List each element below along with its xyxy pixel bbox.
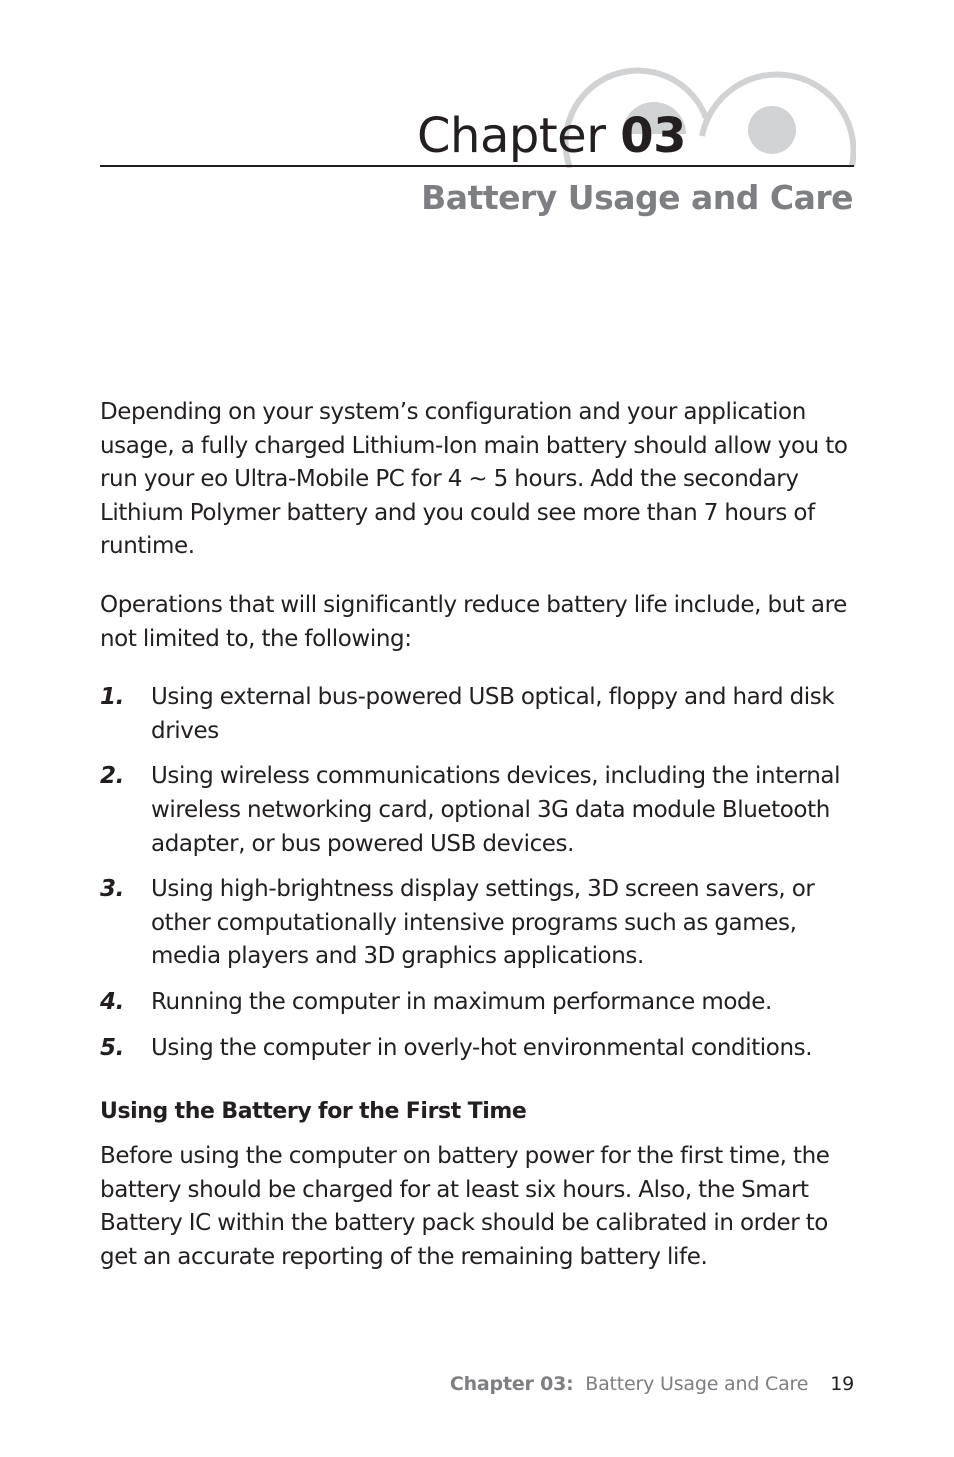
list-item-text: Using the computer in overly-hot environmental conditions. xyxy=(151,1034,813,1061)
list-item-number: 4. xyxy=(100,988,124,1015)
list-item xyxy=(100,873,856,974)
list-item-number: 3. xyxy=(100,876,124,903)
list-item-number: 2. xyxy=(100,763,124,790)
list-item-text: Using wireless communications devices, including the internal wireless networking card, optional 3G data module Bluetooth adapter, or bus powered USB devices. xyxy=(151,763,841,857)
header-rule xyxy=(100,165,854,167)
chapter-word: Chapter xyxy=(417,108,606,164)
list-item xyxy=(100,681,856,748)
first-time-paragraph: Before using the computer on battery power for the first time, the battery should be charged for at least six hours. Also, the Smart Battery IC within the battery pack should be calibrated in order to get an accurate reporting of the remaining battery life. xyxy=(100,1143,830,1270)
page-body xyxy=(100,396,856,1274)
footer-chapter-title: Battery Usage and Care xyxy=(585,1373,809,1395)
list-item xyxy=(100,760,856,861)
list-item-text: Using external bus-powered USB optical, floppy and hard disk drives xyxy=(151,684,835,744)
list-item-number: 1. xyxy=(100,684,124,711)
page-footer xyxy=(450,1372,854,1396)
section-heading: Using the Battery for the First Time xyxy=(100,1099,527,1125)
list-item-number: 5. xyxy=(100,1034,124,1061)
chapter-number: 03 xyxy=(620,108,686,164)
page-number: 19 xyxy=(830,1373,854,1395)
list-item xyxy=(100,986,856,1020)
list-item-text: Running the computer in maximum performance mode. xyxy=(151,988,772,1015)
operations-list xyxy=(100,681,856,1065)
list-item-text: Using high-brightness display settings, 3D screen savers, or other computationally intensive programs such as games, media players and 3D graphics applications. xyxy=(151,876,815,970)
chapter-subtitle: Battery Usage and Care xyxy=(421,178,853,217)
chapter-title xyxy=(417,108,686,164)
operations-paragraph: Operations that will significantly reduce battery life include, but are not limited to, the following: xyxy=(100,591,847,652)
list-item xyxy=(100,1032,856,1066)
footer-chapter-label: Chapter 03: xyxy=(449,1373,574,1395)
intro-paragraph: Depending on your system’s configuration and your application usage, a fully charged Lithium-Ion main battery should allow you to run your eo Ultra-Mobile PC for 4 ~ 5 hours. Add the secondary Lithium Polymer battery and you could see more than 7 hours of runtime. xyxy=(100,399,848,560)
